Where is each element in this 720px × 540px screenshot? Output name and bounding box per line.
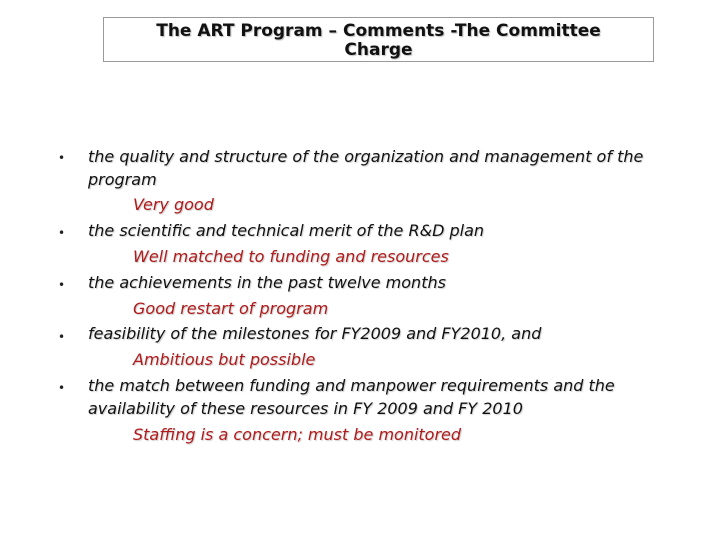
list-item-response: Good restart of program [133, 299, 329, 318]
list-item-text: the achievements in the past twelve months [88, 273, 446, 292]
list-item-response: Ambitious but possible [133, 350, 316, 369]
list-item-response: Well matched to funding and resources [133, 247, 449, 266]
bullet-dot-icon: • [58, 278, 66, 292]
bullet-dot-icon: • [58, 151, 66, 165]
list-item-response: Very good [133, 195, 214, 214]
bullet-dot-icon: • [58, 330, 66, 344]
slide-title-line-1: The ART Program – Comments -The Committee [156, 21, 601, 41]
slide-title-line-2: Charge [344, 40, 413, 60]
list-item-text: the quality and structure of the organization and management of the [88, 147, 644, 166]
list-item-text: availability of these resources in FY 2009 and FY 2010 [88, 399, 523, 418]
list-item-response: Staffing is a concern; must be monitored [133, 425, 462, 444]
list-item-text: the match between funding and manpower requirements and the [88, 376, 615, 395]
list-item-text: the scientific and technical merit of the R&D plan [88, 221, 485, 240]
bullet-dot-icon: • [58, 226, 66, 240]
list-item-text: program [88, 170, 157, 189]
bullet-dot-icon: • [58, 381, 66, 395]
list-item-text: feasibility of the milestones for FY2009 and FY2010, and [88, 324, 542, 343]
